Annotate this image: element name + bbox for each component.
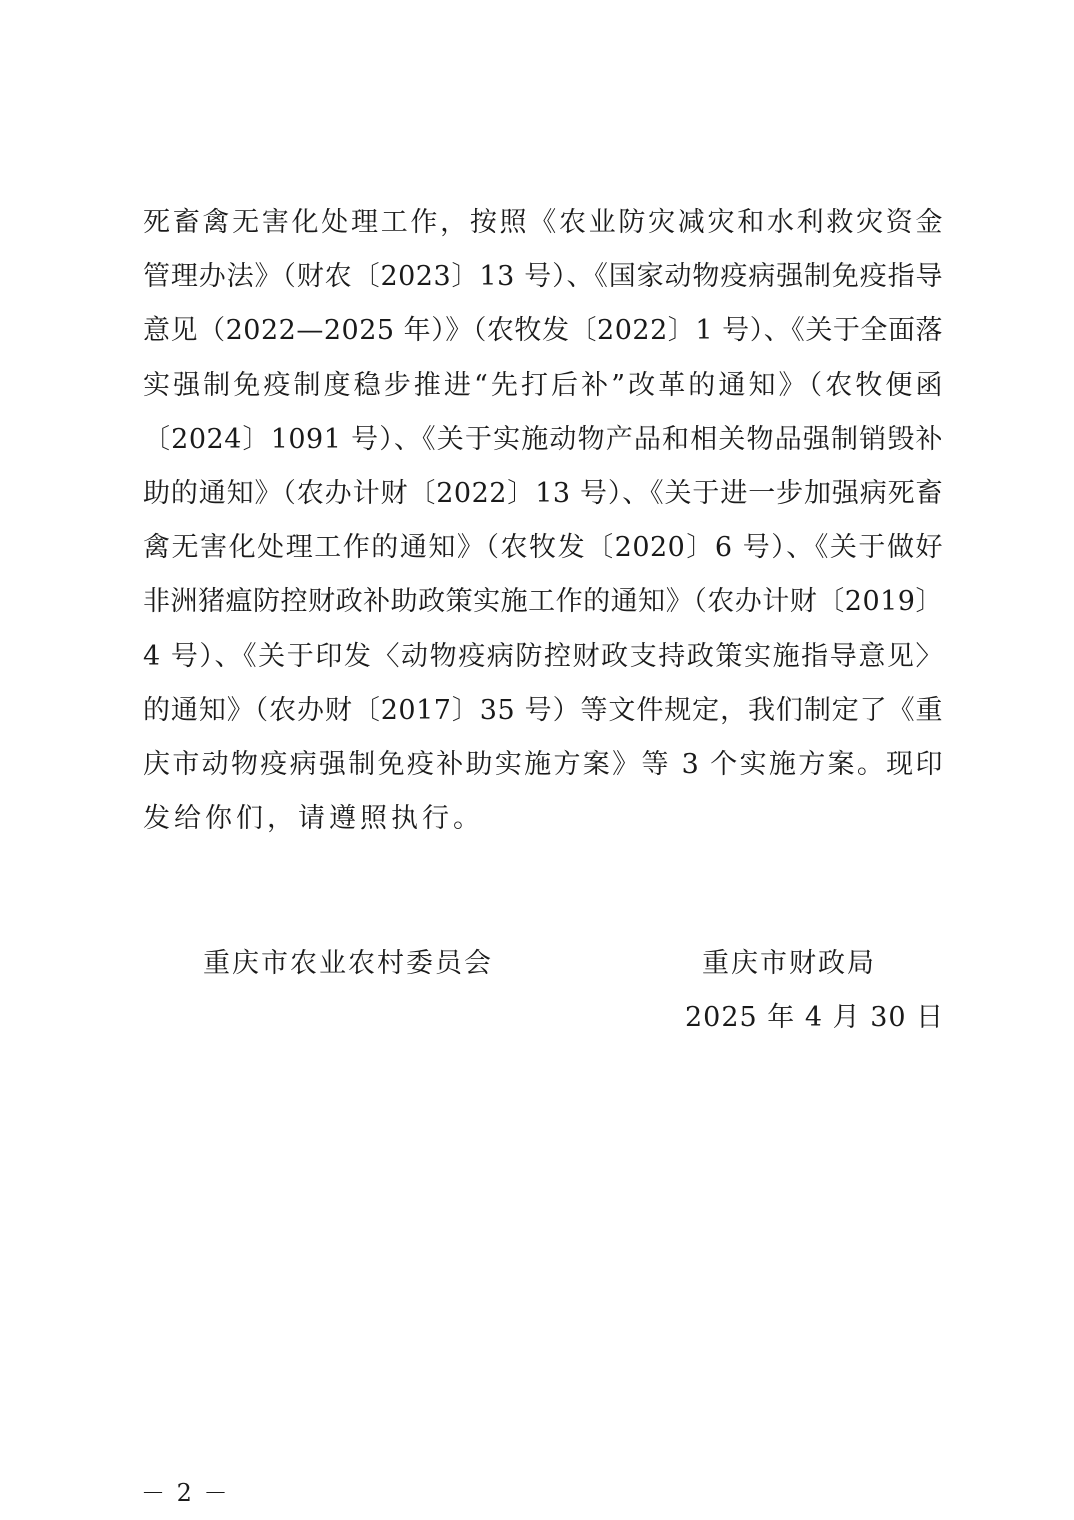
paragraph-line: 禽无害化处理工作的通知》（农牧发〔2020〕6 号）、《关于做好 <box>143 532 943 564</box>
paragraph-line: 发给你们，请遵照执行。 <box>143 803 484 835</box>
paragraph-line: 死畜禽无害化处理工作，按照《农业防灾减灾和水利救灾资金 <box>143 207 943 238</box>
paragraph-line: 非洲猪瘟防控财政补助政策实施工作的通知》（农办计财〔2019〕 <box>143 586 943 618</box>
body-paragraph <box>143 196 943 846</box>
paragraph-line: 庆市动物疫病强制免疫补助实施方案》等 3 个实施方案。现印 <box>143 748 943 780</box>
signature-finance-bureau: 重庆市财政局 <box>702 948 876 979</box>
paragraph-line: 管理办法》（财农〔2023〕13 号）、《国家动物疫病强制免疫指导 <box>143 261 943 293</box>
paragraph-line: 的通知》（农办财〔2017〕35 号）等文件规定，我们制定了《重 <box>143 694 943 726</box>
issue-date: 2025 年 4 月 30 日 <box>685 1002 945 1033</box>
paragraph-line: 意见（2022—2025 年）》（农牧发〔2022〕1 号）、《关于全面落 <box>143 315 943 347</box>
paragraph-line: 〔2024〕1091 号）、《关于实施动物产品和相关物品强制销毁补 <box>143 423 943 455</box>
paragraph-line: 助的通知》（农办计财〔2022〕13 号）、《关于进一步加强病死畜 <box>143 477 943 509</box>
page-number: － 2 － <box>141 1479 230 1507</box>
paragraph-line: 实强制免疫制度稳步推进“先打后补”改革的通知》（农牧便函 <box>143 369 943 401</box>
signature-agriculture-committee: 重庆市农业农村委员会 <box>203 948 493 979</box>
paragraph-line: 4 号）、《关于印发〈动物疫病防控财政支持政策实施指导意见〉 <box>143 640 943 672</box>
signature-block <box>0 940 1074 1060</box>
